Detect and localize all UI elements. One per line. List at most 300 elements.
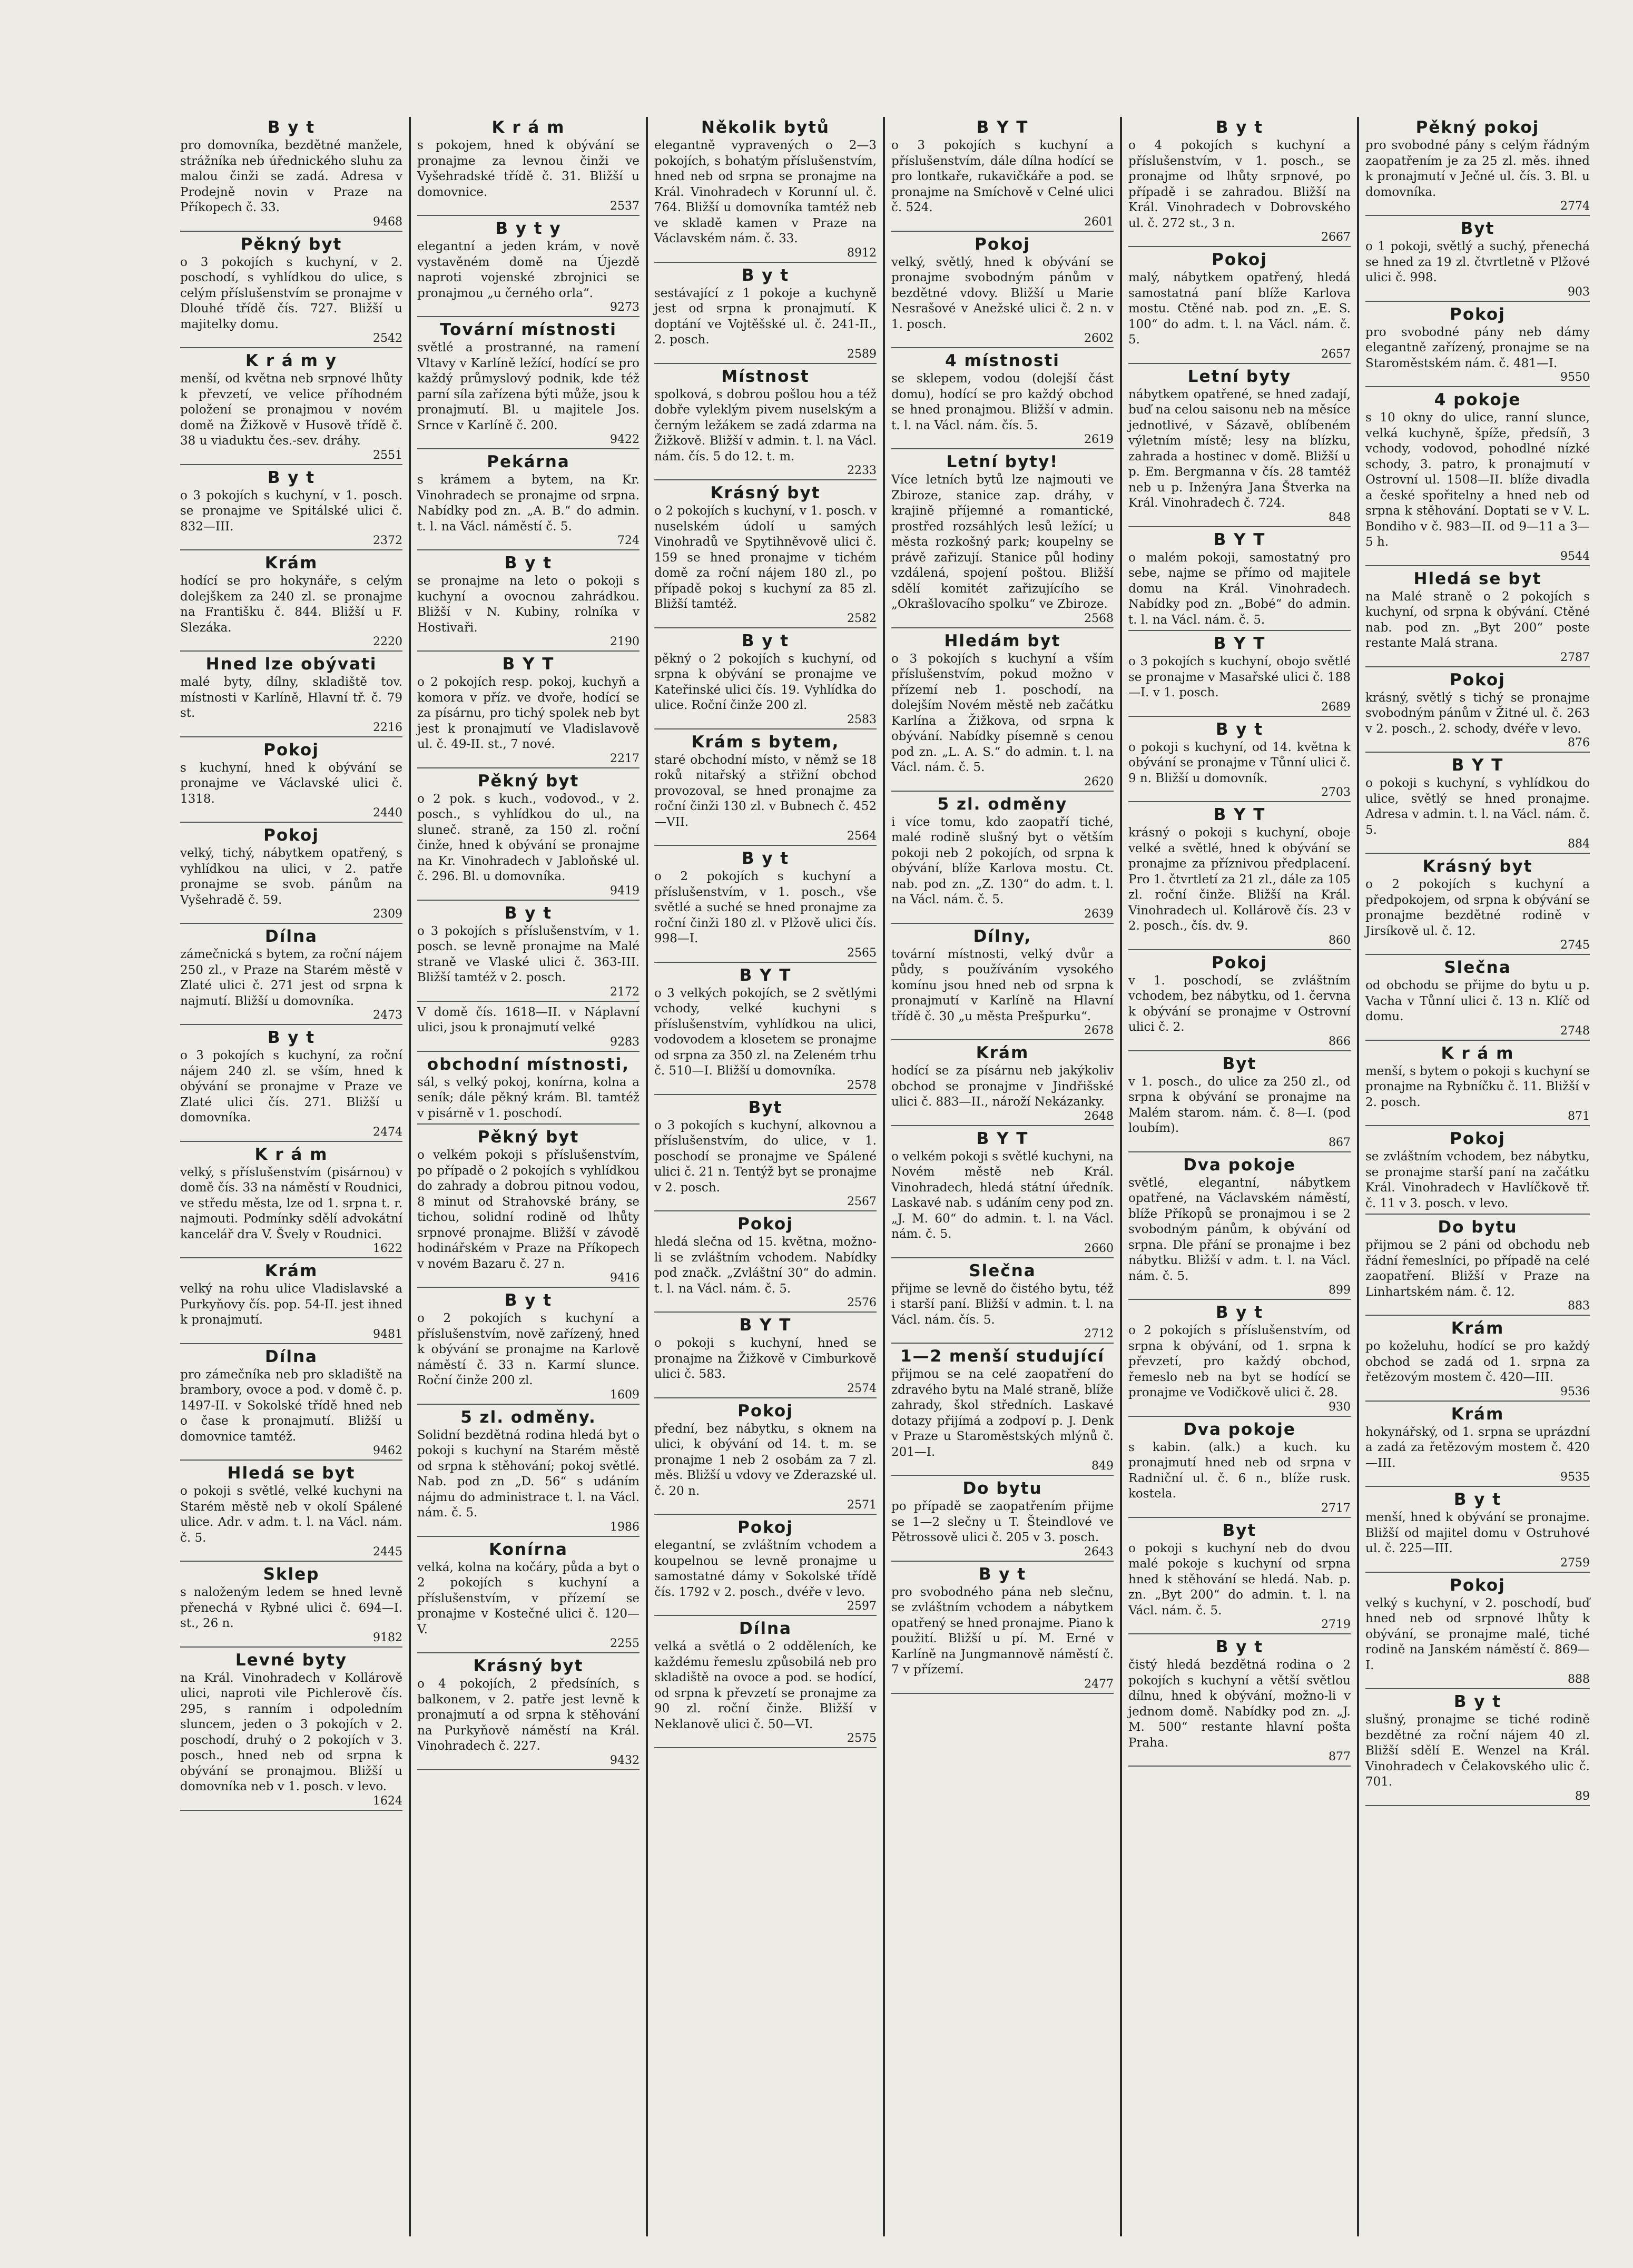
- ad-heading: Pokoj: [263, 740, 319, 760]
- ad-text: od obchodu se přijme do bytu u p. Vacha v Tůnní ulici č. 13 n. Klíč od domu.: [1365, 979, 1590, 1023]
- ad-text: o 3 pokojích s příslušenstvím, v 1. posch. se levně pronajme na Malé straně ve Vlaské ulici č. 363-III. Bližší tamtéž v 2. posch.: [417, 924, 640, 984]
- classified-ad: [1365, 1218, 1590, 1316]
- classified-ad: [417, 904, 640, 1002]
- ad-text: světlé, elegantní, nábytkem opatřené, na Václavském náměstí, blíže Příkopů se pronajmou i se 2 svobodným pánům, k obývání od srpna. Dle přání se pronajme i bez nábytku. Bližší v adm. t. l. na Václ. nám. č. 5.: [1128, 1176, 1351, 1283]
- classified-ad: [654, 1619, 877, 1748]
- ad-code: 9481: [373, 1327, 402, 1341]
- ad-code: 884: [1568, 837, 1590, 851]
- ad-code: 2172: [610, 985, 640, 999]
- classified-ad: [654, 733, 877, 846]
- ad-text: malý, nábytkem opatřený, hledá samostatná paní blíže Karlova mostu. Ctěné nab. pod zn. „E. S. 100“ do adm. t. l. na Václ. nám. č. 5.: [1128, 271, 1351, 347]
- ad-heading: Hledá se byt: [1413, 569, 1542, 588]
- classified-ad: [180, 468, 402, 551]
- ad-heading: Pokoj: [975, 234, 1030, 254]
- ad-code: 2667: [1321, 231, 1351, 244]
- ad-heading: B Y T: [1213, 634, 1266, 653]
- ad-text: zámečnická s bytem, za roční nájem 250 zl., v Praze na Starém městě v Zlaté ulici č. 271 jest od srpna k najmutí. Bližší u domovníka.: [180, 948, 402, 1008]
- ad-heading: 4 pokoje: [1434, 390, 1521, 409]
- classified-ad: [1128, 720, 1351, 803]
- ad-heading: Byt: [1222, 1054, 1257, 1073]
- classified-ad: [180, 1347, 402, 1461]
- ad-text: o malém pokoji, samostatný pro sebe, najme se přímo od majitele domu na Král. Vinohradech. Nabídky pod zn. „Bobé“ do admin. t. l. na Václ. nám. č. 5.: [1128, 550, 1351, 627]
- ad-heading: Krám: [264, 1261, 318, 1280]
- classified-ad: [1365, 670, 1590, 753]
- ad-code: 2255: [610, 1637, 640, 1650]
- ad-code: 867: [1329, 1136, 1351, 1149]
- ad-heading: Krásný byt: [710, 484, 821, 502]
- ad-heading: Letní byty: [1187, 367, 1292, 386]
- ad-code: 2759: [1560, 1556, 1590, 1570]
- classified-ad: [1128, 1054, 1351, 1152]
- classified-ad: [1128, 953, 1351, 1051]
- ad-text: přední, bez nábytku, s oknem na ulici, k obývání od 14. t. m. se pronajme 1 neb 2 osobám za 7 zl. měs. Bližší u vdovy ve Zderazské ul. č. 20 n.: [654, 1422, 877, 1498]
- ad-heading: Byt: [1222, 1521, 1257, 1540]
- ad-text: o 2 pokojích resp. pokoj, kuchyň a komora v příz. ve dvoře, hodící se za písárnu, pro tichý spolek neb byt jest k pronajmutí ve Vladislavově ul. č. 49-II. st., 7 nové.: [417, 675, 640, 751]
- ad-code: 2567: [847, 1195, 877, 1208]
- ad-text: krásný o pokoji s kuchyní, oboje velké a světlé, hned k obývání se pronajme za příznivou předplacení. Pro 1. čtvrtletí za 21 zl., dále za 105 zl. roční činže. Bližší na Král. Vinohradech ul. Kollárově čís. 23 v 2. posch., čís. dv. 9.: [1128, 826, 1351, 933]
- classified-ad: [417, 1408, 640, 1537]
- ad-heading: Pokoj: [1450, 670, 1506, 689]
- classified-ad: [180, 927, 402, 1025]
- ad-code: 2477: [1084, 1677, 1114, 1691]
- classified-ad: [180, 741, 402, 823]
- ad-heading: B Y T: [1213, 805, 1266, 824]
- ad-code: 2601: [1084, 215, 1114, 229]
- classified-ad: [1365, 1405, 1590, 1487]
- ad-code: 2620: [1084, 775, 1114, 788]
- ad-text: o 2 pokojích s kuchyní a příslušenstvím, v 1. posch., vše světlé a suché se hned pronajme za roční činži 180 zl. v Plžově ulici čís. 998—I.: [654, 870, 877, 945]
- ad-text: i více tomu, kdo zaopatří tiché, malé rodině slušný byt o větším pokoji neb 2 pokojích, od srpna k obývání, blíže Karlova mostu. Ct. nab. pod zn. „Z. 130“ do adm. t. l. na Václ. nám. č. 5.: [891, 815, 1114, 906]
- classified-ad: [180, 1651, 402, 1811]
- ad-text: pro svobodné pány neb dámy elegantně zařízený, pronajme se na Staroměstském nám. č. 481—I.: [1365, 325, 1590, 370]
- ad-code: 2564: [847, 830, 877, 843]
- classified-ad: [654, 632, 877, 729]
- classified-ad: [417, 1055, 640, 1125]
- classified-ad: [891, 1479, 1114, 1562]
- classified-ad: [417, 655, 640, 768]
- ad-text: sestávající z 1 pokoje a kuchyně jest od srpna k pronajmutí. K doptání ve Vojtěšské ul. č. 241-II., 2. posch.: [654, 286, 877, 347]
- ad-heading: Krám: [1451, 1319, 1504, 1338]
- classified-ad: [180, 1145, 402, 1259]
- ad-text: o 3 pokojích s kuchyní, obojo světlé se pronajme v Masařské ulici č. 188—I. v 1. posch.: [1128, 655, 1351, 699]
- ad-heading: Dva pokoje: [1183, 1419, 1296, 1439]
- ad-text: přijmou se 2 páni od obchodu neb řádní řemeslníci, po případě na celé zaopatření. Bližší v Praze na Linhartském nám. č. 12.: [1365, 1238, 1590, 1299]
- classified-ad: [1365, 958, 1590, 1041]
- ad-text: V domě čís. 1618—II. v Náplavní ulici, jsou k pronajmutí velké: [417, 1005, 640, 1034]
- ad-text: o 2 pokojích s příslušenstvím, od srpna k obývání, od 1. srpna k převzetí, pro každý obchod, řemeslo neb na byt se hodící se pronajme ve Vodičkově ulici č. 28.: [1128, 1324, 1351, 1399]
- ad-text: pro zámečníka neb pro skladiště na brambory, ovoce a pod. v domě č. p. 1497-II. v Sokolské třídě hned neb o čase k pronajmutí. Bližší u domovnice tamtéž.: [180, 1367, 402, 1444]
- ad-code: 2473: [373, 1009, 402, 1022]
- ad-text: o 3 pokojích s kuchyní a vším příslušenstvím, pokud možno v přízemí neb 1. poschodí, na dolejším Novém městě neb začátku Karlína a Žižkova, od srpna k obývání. Nabídky písemně s cenou pod zn. „L. A. S.“ do admin. t. l. na Václ. nám. č. 5.: [891, 652, 1114, 774]
- ad-code: 883: [1568, 1299, 1590, 1313]
- ad-heading: Hledám byt: [944, 631, 1061, 650]
- classified-ad: [891, 235, 1114, 349]
- ad-text: velký na rohu ulice Vladislavské a Purkyňovy čís. pop. 54-II. jest ihned k pronajmutí.: [180, 1282, 402, 1327]
- ad-code: 877: [1329, 1750, 1351, 1763]
- ad-code: 899: [1329, 1284, 1351, 1297]
- ad-code: 849: [1091, 1460, 1114, 1473]
- classified-ad: [417, 320, 640, 449]
- ad-heading: Pokoj: [263, 826, 319, 845]
- ad-text: o 4 pokojích s kuchyní a příslušenstvím, v 1. posch., se pronajme od lhůty srpnové, po případě i se zahradou. Bližší na Král. Vinohradech v Dobrovského ul. č. 272 st., 3 n.: [1128, 139, 1351, 230]
- ad-code: 2220: [373, 635, 402, 648]
- ad-code: 2445: [373, 1545, 402, 1559]
- classified-ad: [417, 1005, 640, 1052]
- classified-ad: [180, 351, 402, 465]
- ad-code: 2568: [1084, 612, 1114, 625]
- classified-ad: [417, 452, 640, 550]
- ad-code: 2474: [373, 1125, 402, 1139]
- ad-code: 2703: [1321, 786, 1351, 799]
- ad-text: o 4 pokojích, 2 předsíních, s balkonem, v 2. patře jest levně k pronajmutí a od srpna k stěhování na Purkyňově náměstí na Král. Vinohradech č. 227.: [417, 1677, 640, 1753]
- column-6: [1359, 117, 1596, 2236]
- ad-text: o velkém pokoji s světlé kuchyni, na Novém městě neb Král. Vinohradech, hledá státní úředník. Laskavé nab. s udáním ceny pod zn. „J. M. 60“ do admin. t. l. na Václ. nám. č. 5.: [891, 1149, 1114, 1241]
- ad-code: 9536: [1560, 1385, 1590, 1398]
- classified-ad: [891, 1261, 1114, 1344]
- ad-heading: Krám: [976, 1043, 1029, 1062]
- ad-code: 1986: [610, 1520, 640, 1534]
- ad-text: o 3 velkých pokojích, se 2 světlými vchody, velké kuchyni s příslušenstvím, vyhlídkou na ulici, vodovodem a klosetem se pronajme od srpna za 350 zl. na Zeleném trhu č. 510—I. Bližší u domovníka.: [654, 986, 877, 1078]
- classified-ad: [417, 772, 640, 901]
- ad-code: 9182: [373, 1631, 402, 1644]
- ad-heading: 5 zl. odměny.: [460, 1407, 596, 1427]
- ad-code: 2190: [610, 635, 640, 648]
- ad-text: o 3 pokojích s kuchyní, za roční nájem 240 zl. se vším, hned k obývání se pronajme v Praze ve Zlaté ulici čís. 271. Bližší u domovníka.: [180, 1049, 402, 1125]
- classified-ad: [180, 1261, 402, 1344]
- classified-ad: [654, 1316, 877, 1398]
- ad-text: s kuchyní, hned k obývání se pronajme ve Václavské ulici č. 1318.: [180, 761, 402, 806]
- ad-code: 2578: [847, 1078, 877, 1092]
- classified-ad: [1365, 1576, 1590, 1690]
- ad-text: o pokoji s kuchyní neb do dvou malé pokoje s kuchyní od srpna hned k stěhování se hledá. Nab. p. zn. „Byt 200“ do admin. t. l. na Václ. nám. č. 5.: [1128, 1541, 1351, 1618]
- ad-heading: B y t: [504, 1291, 553, 1310]
- ad-code: 860: [1329, 933, 1351, 947]
- ad-code: 2575: [847, 1732, 877, 1745]
- ad-heading: B y t: [504, 554, 553, 573]
- classified-ad: [654, 266, 877, 364]
- ad-heading: Slečna: [969, 1261, 1036, 1280]
- classified-ad: [180, 1565, 402, 1648]
- classified-ad: [891, 118, 1114, 232]
- ad-heading: B y t: [267, 468, 316, 487]
- ad-heading: B y t: [267, 118, 316, 137]
- ad-text: s 10 okny do ulice, ranní slunce, velká kuchyně, špíže, předsíň, 3 vchody, vodovod, pohodlné nízké schody, 3. patro, k pronajmutí v Ostrovní ul. 1508—II. blíže divadla a české spořitelny a hned neb od srpna k stěhování. Doptati se v V. L. Bondiho v č. 983—II. od 9—11 a 3—5 h.: [1365, 411, 1590, 549]
- ad-heading: Pokoj: [737, 1401, 793, 1421]
- ad-text: s pokojem, hned k obývání se pronajme za levnou činži ve Vyšehradské třídě č. 31. Bližší u domovnice.: [417, 139, 640, 199]
- ad-code: 2643: [1084, 1545, 1114, 1559]
- ad-code: 2574: [847, 1382, 877, 1395]
- classified-ad: [1365, 305, 1590, 388]
- ad-heading: Do bytu: [962, 1479, 1042, 1498]
- ad-text: o 2 pokojích s kuchyní a předpokojem, od srpna k obývání se pronajme bezdětné rodině v Jirsíkově ul. č. 12.: [1365, 877, 1590, 938]
- ad-heading: Místnost: [721, 367, 810, 386]
- classified-ad: [1365, 569, 1590, 667]
- ad-heading: Dílna: [265, 1347, 318, 1366]
- ad-code: 9544: [1560, 549, 1590, 563]
- classified-ad: [1128, 1521, 1351, 1635]
- ad-text: velký s kuchyní, v 2. poschodí, buď hned neb od srpnové lhůty k obývání, se pronajme malé, tiché rodině na Janském náměstí č. 869—I.: [1365, 1596, 1590, 1672]
- ad-code: 871: [1568, 1110, 1590, 1123]
- ad-heading: Dílny,: [973, 926, 1032, 946]
- ad-text: o 3 pokojích s kuchyní a příslušenstvím, dále dílna hodící se pro lontkaře, rukavičkáře a pod. se pronajme na Smíchově v Celné ulici č. 524.: [891, 139, 1114, 214]
- ad-code: 2787: [1560, 650, 1590, 664]
- classified-ad: [180, 826, 402, 924]
- ad-heading: B y t: [267, 1028, 316, 1047]
- ad-code: 9416: [610, 1271, 640, 1285]
- ad-code: 2648: [1084, 1109, 1114, 1123]
- ad-code: 2639: [1084, 907, 1114, 921]
- ad-code: 2217: [610, 752, 640, 765]
- ad-code: 9468: [373, 215, 402, 229]
- ad-text: nábytkem opatřené, se hned zadají, buď na celou saisonu neb na měsíce jednotlivé, v Sázavě, oblíbeném výletním místě; lesy na blízku, zahrada a hostinec v domě. Bližší u p. Em. Bergmanna v čís. 28 tamtéž neb u p. Inženýra Jana Štverka na Král. Vinohradech č. 724.: [1128, 387, 1351, 510]
- classified-ad: [1365, 1692, 1590, 1806]
- ad-code: 2602: [1084, 332, 1114, 345]
- ad-text: pěkný o 2 pokojích s kuchyní, od srpna k obývání se pronajme ve Kateřinské ulici čís. 19. Vyhlídka do ulice. Roční činže 200 zl.: [654, 652, 877, 712]
- ad-heading: Pokoj: [1212, 953, 1267, 972]
- ad-heading: B Y T: [739, 965, 792, 985]
- ad-heading: 4 místnosti: [945, 351, 1060, 370]
- ad-text: Více letních bytů lze najmouti ve Zbiroze, stanice zap. dráhy, v krajině příjemné a romantické, prostřed rozsáhlých lesů ležící; u města rozkošný park; koupelny se právě zařizují. Stanice půl hodiny vzdálená, spojení poštou. Bližší sdělí komitét zařizujícího se „Okrašlovacího spolku“ ve Zbiroze.: [891, 473, 1114, 611]
- ad-code: 2745: [1560, 939, 1590, 952]
- ad-heading: K r á m: [1441, 1043, 1514, 1063]
- classified-ad: [891, 452, 1114, 628]
- ad-code: 2678: [1084, 1024, 1114, 1037]
- ad-code: 2309: [373, 908, 402, 921]
- ad-code: 1622: [373, 1242, 402, 1255]
- classified-ad: [1128, 1303, 1351, 1417]
- ad-text: staré obchodní místo, v němž se 18 roků nitařský a střižní obchod provozoval, se hned pronajme za roční činži 130 zl. v Bubnech č. 452—VII.: [654, 753, 877, 829]
- ad-heading: Levné byty: [235, 1650, 348, 1670]
- ad-text: s naloženým ledem se hned levně přenechá v Rybné ulici č. 694—I. st., 26 n.: [180, 1585, 402, 1630]
- ad-code: 724: [617, 534, 640, 547]
- ad-heading: Pokoj: [1212, 250, 1267, 269]
- ad-heading: Do bytu: [1438, 1218, 1518, 1237]
- classified-columns: [174, 117, 1601, 2236]
- ad-text: o 3 pokojích s kuchyní, v 1. posch. se pronajme ve Spitálské ulici č. 832—III.: [180, 488, 402, 534]
- ad-text: po případě se zaopatřením přijme se 1—2 slečny u T. Šteindlové ve Pětrossově ulici č. 205 v 3. posch.: [891, 1500, 1114, 1544]
- ad-heading: Konírna: [489, 1540, 568, 1559]
- classified-ad: [417, 1128, 640, 1288]
- ad-code: 930: [1329, 1400, 1351, 1414]
- ad-heading: Pokoj: [1450, 1575, 1506, 1595]
- ad-text: sál, s velký pokoj, konírna, kolna a seník; dále pěkný krám. Bl. tamtéž v pisárně v 1. poschodí.: [417, 1075, 640, 1120]
- classified-ad: [891, 1347, 1114, 1476]
- ad-code: 2440: [373, 806, 402, 820]
- ad-text: velká, kolna na kočáry, půda a byt o 2 pokojích s kuchyní a příslušenstvím, v přízemí se pronajme v Kostečné ulici č. 120—V.: [417, 1560, 640, 1636]
- ad-text: hokynářský, od 1. srpna se uprázdní a zadá za řetězovým mostem č. 420—III.: [1365, 1425, 1590, 1470]
- ad-code: 2719: [1321, 1618, 1351, 1631]
- ad-code: 2712: [1084, 1327, 1114, 1340]
- classified-ad: [1128, 118, 1351, 247]
- classified-ad: [1365, 857, 1590, 955]
- ad-heading: Pěkný byt: [477, 1128, 579, 1147]
- ad-heading: B y t: [1215, 719, 1264, 739]
- ad-heading: Pokoj: [1450, 304, 1506, 324]
- ad-heading: B y t: [978, 1564, 1027, 1584]
- ad-text: elegantní a jeden krám, v nově vystavěném domě na Újezdě naproti vojenské zbrojnici se pronajmou „u černého orla“.: [417, 240, 640, 300]
- classified-ad: [654, 1402, 877, 1515]
- classified-ad: [654, 367, 877, 481]
- classified-ad: [180, 554, 402, 652]
- classified-ad: [654, 1518, 877, 1616]
- classified-ad: [891, 795, 1114, 924]
- ad-text: tovární místnosti, velký dvůr a půdy, s používáním vysokého komínu jsou hned neb od srpna k pronajmutí v Karlíně na Hlavní třídě č. 30 „u města Prešpurku“.: [891, 947, 1114, 1023]
- ad-code: 876: [1568, 736, 1590, 750]
- classified-ad: [1128, 367, 1351, 527]
- ad-code: 2576: [847, 1296, 877, 1309]
- ad-text: v 1. poschodí, se zvláštním vchodem, bez nábytku, od 1. června k obývání se pronajme v Ostrovní ulici č. 2.: [1128, 973, 1351, 1034]
- ad-text: menší, od května neb srpnové lhůty k převzetí, ve velice příhodném položení se pronajmou v novém domě na Žižkově v Husově třídě č. 38 u viaduktu čes.-sev. dráhy.: [180, 372, 402, 448]
- ad-heading: B Y T: [502, 655, 555, 674]
- classified-ad: [1365, 219, 1590, 302]
- ad-heading: Hned lze obývati: [205, 655, 377, 674]
- ad-code: 2233: [847, 464, 877, 477]
- classified-ad: [891, 1565, 1114, 1694]
- ad-text: o 2 pokojích s kuchyní a příslušenstvím, nově zařízený, hned k obývání se pronajme na Karlově náměstí č. 33 n. Karmí slunce. Roční činže 200 zl.: [417, 1312, 640, 1387]
- classified-ad: [1365, 390, 1590, 566]
- ad-code: 89: [1575, 1789, 1590, 1803]
- ad-heading: Pěkný pokoj: [1415, 118, 1540, 137]
- ad-text: hledá slečna od 15. května, možno-li se zvláštním vchodem. Nabídky pod značk. „Zvláštní 30“ do admin. t. l. na Václ. nám. č. 5.: [654, 1235, 877, 1296]
- ad-code: 848: [1329, 510, 1351, 524]
- ad-code: 9550: [1560, 371, 1590, 384]
- ad-heading: Pekárna: [487, 452, 570, 471]
- classified-ad: [654, 484, 877, 628]
- classified-ad: [1128, 1638, 1351, 1767]
- ad-heading: Krám: [1451, 1404, 1504, 1424]
- ad-heading: Sklep: [263, 1565, 320, 1584]
- ad-text: v 1. posch., do ulice za 250 zl., od srpna k obývání se pronajme na Malém starom. nám. č. 8—I. (pod loubím).: [1128, 1074, 1351, 1135]
- ad-heading: Pěkný byt: [477, 771, 579, 791]
- ad-text: o pokoji s světlé, velké kuchyni na Starém městě neb v okolí Spálené ulice. Adr. v adm. t. l. na Václ. nám. č. 5.: [180, 1484, 402, 1545]
- classified-ad: [1365, 756, 1590, 854]
- ad-heading: B y t: [1215, 1638, 1264, 1656]
- ad-code: 2589: [847, 347, 877, 361]
- ad-heading: Pokoj: [737, 1518, 793, 1537]
- classified-ad: [1128, 634, 1351, 717]
- ad-text: hodící se za písárnu neb jakýkoliv obchod se pronajme v Jindřišské ulici č. 883—II., nároží Nekázanky.: [891, 1064, 1114, 1109]
- ad-text: malé byty, dílny, skladiště tov. místnosti v Karlíně, Hlavní tř. č. 79 st.: [180, 675, 402, 720]
- ad-heading: Dva pokoje: [1183, 1155, 1296, 1175]
- classified-ad: [1128, 805, 1351, 950]
- classified-ad: [654, 849, 877, 963]
- classified-ad: [891, 1043, 1114, 1126]
- column-4: [885, 117, 1122, 2236]
- column-5: [1122, 117, 1359, 2236]
- ad-text: Solidní bezdětná rodina hledá byt o pokoji s kuchyní na Starém městě od srpna k stěhování; pokoj světlé. Nab. pod zn „D. 56“ s udáním nájmu do administrace t. l. na Václ. nám. č. 5.: [417, 1428, 640, 1520]
- ad-heading: B y t: [504, 903, 553, 923]
- ad-text: přijmou se na celé zaopatření do zdravého bytu na Malé straně, blíže zahrady, škol středních. Laskavé dotazy přijímá a zodpoví p. J. Denk v Praze u Staroměstských mlýnů č. 201—I.: [891, 1367, 1114, 1459]
- ad-text: o 2 pokojích s kuchyní, v 1. posch. v nuselském údolí u samých Vinohradů ve Spytihněvově ulici č. 159 se hned pronajme v tichém domě za roční nájem 180 zl., po případě pokoj s kuchyní za 85 zl. Bližší tamtéž.: [654, 504, 877, 611]
- ad-heading: Pokoj: [1450, 1129, 1506, 1148]
- classified-ad: [1365, 118, 1590, 216]
- column-2: [411, 117, 648, 2236]
- ad-text: přijme se levně do čistého bytu, též i starší paní. Bližší v admin. t. l. na Václ. nám. čís. 5.: [891, 1281, 1114, 1327]
- ad-text: o 3 pokojích s kuchyní, alkovnou a příslušenstvím, do ulice, v 1. poschodí se pronajme ve Spálené ulici č. 21 n. Tentýž byt se pronajme v 2. posch.: [654, 1118, 877, 1195]
- ad-text: čistý hledá bezdětná rodina o 2 pokojích s kuchyní a větší světlou dílnu, hned k obývání, možno-li v jednom domě. Nabídky pod zn. „J. M. 500“ restante hlavní pošta Praha.: [1128, 1658, 1351, 1750]
- classified-ad: [891, 351, 1114, 449]
- ad-code: 1624: [373, 1794, 402, 1808]
- ad-code: 2619: [1084, 433, 1114, 446]
- ad-code: 9283: [610, 1035, 640, 1049]
- classified-ad: [891, 927, 1114, 1041]
- ad-heading: Letní byty!: [946, 452, 1059, 471]
- ad-code: 2542: [373, 332, 402, 345]
- ad-text: na Král. Vinohradech v Kollárově ulici, naproti vile Pichlerově čís. 295, s ranním i odpoledním sluncem, jeden o 3 pokojích v 2. poschodí, druhý o 2 pokojích v 3. posch., hned neb od srpna k obývání se pronajmou. Bližší u domovníka neb v 1. posch. v levo.: [180, 1671, 402, 1793]
- classified-ad: [654, 118, 877, 263]
- classified-ad: [1128, 1156, 1351, 1300]
- ad-code: 903: [1568, 285, 1590, 299]
- ad-text: o 3 pokojích s kuchyní, v 2. poschodí, s vyhlídkou do ulice, s celým příslušenstvím se pronajme v Dlouhé třídě čís. 727. Bližší u majitelky domu.: [180, 255, 402, 331]
- ad-text: s krámem a bytem, na Kr. Vinohradech se pronajme od srpna. Nabídky pod zn. „A. B.“ do admin. t. l. na Václ. náměstí č. 5.: [417, 473, 640, 534]
- ad-text: se zvláštním vchodem, bez nábytku, se pronajme starší paní na začátku Král. Vinohradech v Havlíčkově tř. č. 11 v 3. posch. v levo.: [1365, 1150, 1590, 1210]
- classified-ad: [1365, 1319, 1590, 1402]
- classified-ad: [180, 235, 402, 349]
- ad-text: o pokoji s kuchyní, s vyhlídkou do ulice, světlý se hned pronajme. Adresa v admin. t. l. na Václ. nám. č. 5.: [1365, 776, 1590, 837]
- ad-heading: Slečna: [1444, 958, 1511, 977]
- classified-ad: [1128, 250, 1351, 364]
- classified-ad: [654, 1098, 877, 1212]
- ad-heading: B Y T: [1213, 530, 1266, 549]
- classified-ad: [891, 1129, 1114, 1258]
- ad-heading: Byt: [1460, 219, 1495, 238]
- ad-heading: Krásný byt: [473, 1656, 584, 1675]
- ad-code: 2571: [847, 1498, 877, 1512]
- ad-text: slušný, pronajme se tiché rodině bezdětné za roční nájem 40 zl. Bližší sdělí E. Wenzel na Král. Vinohradech v Čelakovského ulic č. 701.: [1365, 1713, 1590, 1789]
- ad-code: 9432: [610, 1753, 640, 1767]
- classified-ad: [180, 118, 402, 232]
- ad-heading: B Y T: [976, 118, 1029, 137]
- ad-heading: 1—2 menší studující: [900, 1347, 1105, 1366]
- ad-code: 9273: [610, 301, 640, 314]
- ad-heading: B y t y: [495, 219, 562, 238]
- ad-code: 2551: [373, 448, 402, 462]
- classified-ad: [180, 655, 402, 737]
- ad-text: po koželuhu, hodící se pro každý obchod se zadá od 1. srpna za řetězovým mostem č. 420—III.: [1365, 1339, 1590, 1384]
- ad-heading: B y t: [1453, 1692, 1502, 1711]
- ad-text: elegantně vypravených o 2—3 pokojích, s bohatým příslušenstvím, hned neb od srpna se pronajme na Král. Vinohradech v Korunní ul. č. 764. Bližší u domovníka tamtéž neb ve skladě kamen v Praze na Václavském nám. č. 33.: [654, 139, 877, 245]
- ad-text: o velkém pokoji s příslušenstvím, po případě o 2 pokojích s vyhlídkou do zahrady a dobrou pitnou vodou, 8 minut od Strahovské brány, se tichou, solidní rodině od lhůty srpnové pronajme. Bližší v závodě hodinářském v Praze na Příkopech v novém Bazaru č. 27 n.: [417, 1148, 640, 1271]
- ad-code: 9535: [1560, 1471, 1590, 1484]
- column-1: [174, 117, 411, 2236]
- ad-code: 9462: [373, 1444, 402, 1457]
- ad-text: se sklepem, vodou (dolejší část domu), hodící se pro každý obchod se hned pronajmou. Bližší v admin. t. l. na Václ. nám. čís. 5.: [891, 372, 1114, 432]
- ad-text: velký, s příslušenstvím (pisárnou) v domě čís. 33 na náměstí v Roudnici, ve středu města, lze od 1. srpna t. r. najmouti. Podmínky sdělí advokátní kancelář dra V. Švely v Roudnici.: [180, 1165, 402, 1241]
- ad-code: 2372: [373, 534, 402, 547]
- ad-text: světlé a prostranné, na ramení Vltavy v Karlíně ležící, hodící se pro každý průmyslový podnik, kde též parní síla zařízena býti může, jsou k pronajmutí. Bl. u majitele Jos. Srnce v Karlíně č. 200.: [417, 341, 640, 432]
- ad-heading: B y t: [741, 265, 790, 285]
- classified-ad: [654, 966, 877, 1095]
- ad-heading: Krám: [264, 554, 318, 573]
- ad-heading: B Y T: [739, 1316, 792, 1335]
- classified-ad: [1128, 530, 1351, 632]
- ad-code: 866: [1329, 1034, 1351, 1048]
- ad-heading: B y t: [1215, 1303, 1264, 1322]
- ad-text: spolková, s dobrou pošlou hou a též dobře vyleklým pivem nuselským a černým ležákem se zadá zdarma na Žižkově. Bližší v admin. t. l. na Václ. nám. čís. 5 do 12. t. m.: [654, 387, 877, 464]
- ad-text: o 1 pokoji, světlý a suchý, přenechá se hned za 19 zl. čtvrtletně v Plžové ulici č. 998.: [1365, 240, 1590, 284]
- ad-heading: B y t: [741, 849, 790, 868]
- classified-ad: [1365, 1490, 1590, 1573]
- ad-code: 8912: [847, 246, 877, 260]
- ad-heading: Pokoj: [737, 1215, 793, 1234]
- ad-heading: Dílna: [739, 1619, 792, 1638]
- ad-heading: Dílna: [265, 927, 318, 946]
- classified-ad: [417, 554, 640, 652]
- ad-code: 2216: [373, 721, 402, 734]
- ad-heading: B y t: [1215, 118, 1264, 137]
- ad-heading: 5 zl. odměny: [937, 794, 1068, 814]
- ad-heading: Hledá se byt: [227, 1464, 356, 1483]
